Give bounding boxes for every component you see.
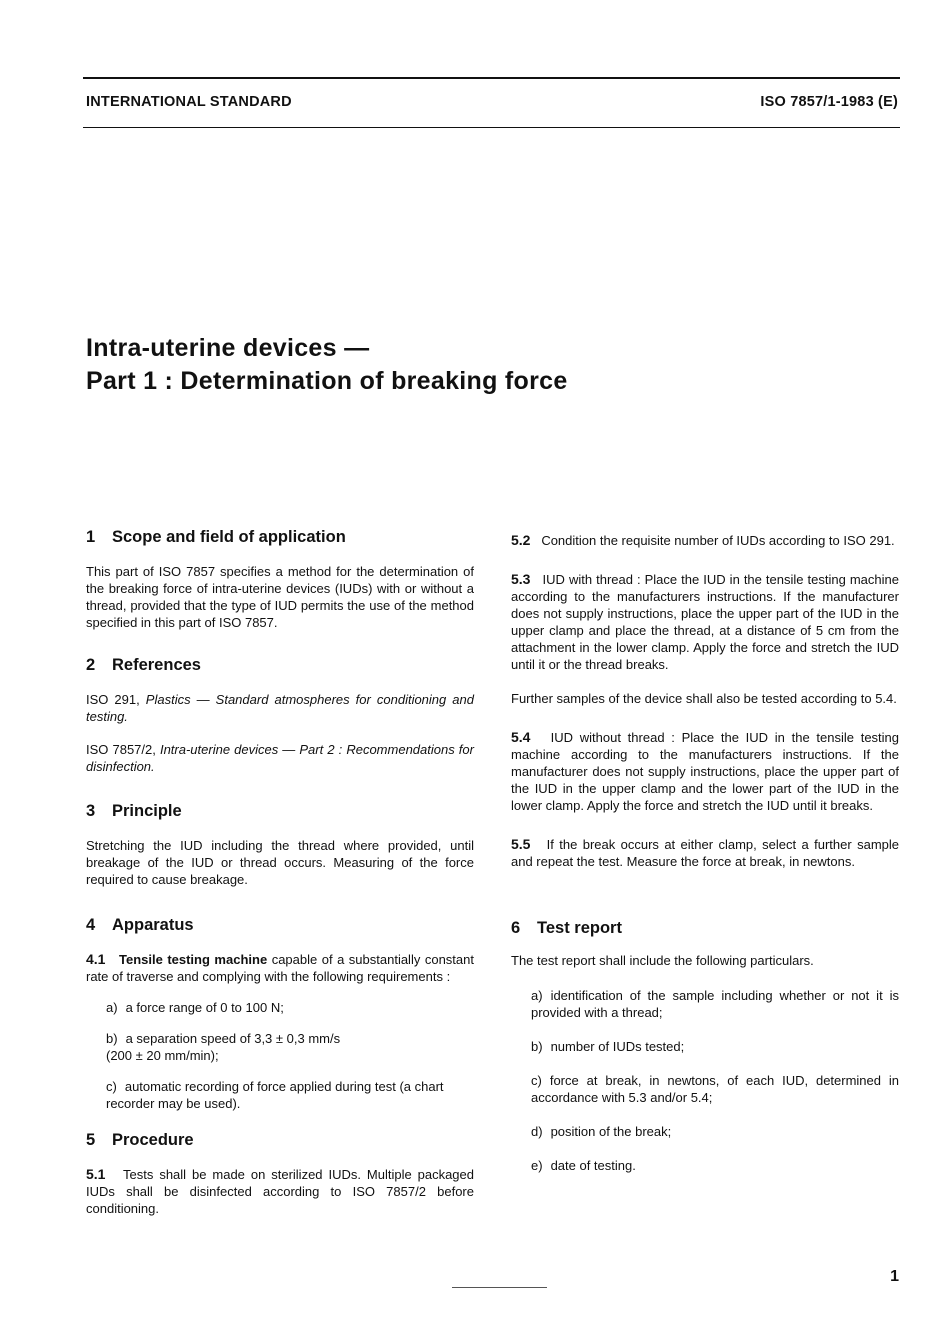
section-2-heading: 2 References: [86, 656, 201, 674]
header-top-rule: [83, 77, 900, 79]
section-4-heading: 4 Apparatus: [86, 916, 194, 934]
clause-5-3: 5.3 IUD with thread : Place the IUD in the tensile testing machine according to the manufacturers instructions. If the manufacturer does not supply instructions, place the upper part of the IUD in the upper clamp and place the thread, at a distance of 5 cm from the attachment in the lower clamp. Apply the force and stretch the IUD until it or the thread breaks.: [511, 571, 899, 672]
clause-5-1: 5.1 Tests shall be made on sterilized IUDs. Multiple packaged IUDs shall be disinfected according to ISO 7857/2 before conditioning.: [86, 1166, 474, 1216]
list-item-6-e: e) date of testing.: [531, 1158, 636, 1173]
list-item-6-b: b) number of IUDs tested;: [531, 1039, 685, 1054]
list-item-4-b: b) a separation speed of 3,3 ± 0,3 mm/s (200 ± 20 mm/min);: [106, 1031, 341, 1063]
document-number: ISO 7857/1-1983 (E): [760, 94, 898, 110]
left-column: [86, 527, 474, 1217]
title-line-2: Part 1 : Determination of breaking force: [86, 367, 568, 395]
title-line-1: Intra-uterine devices —: [86, 334, 370, 362]
section-1-text: This part of ISO 7857 specifies a method for the determination of the breaking force of intra-uterine devices (IUDs) with or without a thread, provided that the type of IUD permits the use of the method specified in this part of ISO 7857.: [86, 564, 474, 630]
footer-rule: [452, 1287, 547, 1288]
list-item-6-d: d) position of the break;: [531, 1124, 672, 1139]
section-5-heading: 5 Procedure: [86, 1131, 194, 1149]
page-number: 1: [890, 1268, 899, 1285]
section-3-text: Stretching the IUD including the thread where provided, until breakage of the IUD or thread occurs. Measuring of the force required to cause breakage.: [86, 838, 474, 887]
clause-4-1: 4.1 Tensile testing machine capable of a substantially constant rate of traverse and complying with the following requirements :: [86, 951, 474, 984]
section-1-heading: 1 Scope and field of application: [86, 528, 346, 546]
right-column: [511, 527, 899, 1174]
reference-iso-7857-2: ISO 7857/2, Intra-uterine devices — Part 2 : Recommendations for disinfection.: [86, 742, 474, 774]
list-item-4-c: c) automatic recording of force applied during test (a chart recorder may be used).: [106, 1079, 444, 1111]
section-6-intro: The test report shall include the following particulars.: [511, 953, 814, 968]
clause-5-4: 5.4 IUD without thread : Place the IUD in the tensile testing machine according to the manufacturers instructions. If the manufacturer does not supply instructions, place the upper part of the IUD in the upper clamp and the lower part of the IUD in the lower clamp. Apply the force and stretch the IUD until it breaks.: [511, 729, 900, 813]
document-title: [86, 332, 568, 398]
list-item-6-a: a) identification of the sample including whether or not it is provided with a thread;: [531, 988, 899, 1020]
reference-iso-291: ISO 291, Plastics — Standard atmospheres for conditioning and testing.: [86, 692, 474, 724]
section-6-heading: 6 Test report: [511, 919, 622, 937]
clause-5-5: 5.5 If the break occurs at either clamp, select a further sample and repeat the test. Measure the force at break, in newtons.: [511, 836, 899, 869]
header-bottom-rule: [83, 127, 900, 128]
list-item-6-c: c) force at break, in newtons, of each IUD, determined in accordance with 5.3 and/or 5.4;: [531, 1073, 899, 1105]
list-item-4-a: a) a force range of 0 to 100 N;: [106, 1000, 284, 1015]
document-type: INTERNATIONAL STANDARD: [86, 94, 292, 110]
section-3-heading: 3 Principle: [86, 802, 182, 820]
clause-5-2: 5.2 Condition the requisite number of IUDs according to ISO 291.: [511, 532, 895, 548]
clause-5-3-further: Further samples of the device shall also be tested according to 5.4.: [511, 691, 897, 706]
